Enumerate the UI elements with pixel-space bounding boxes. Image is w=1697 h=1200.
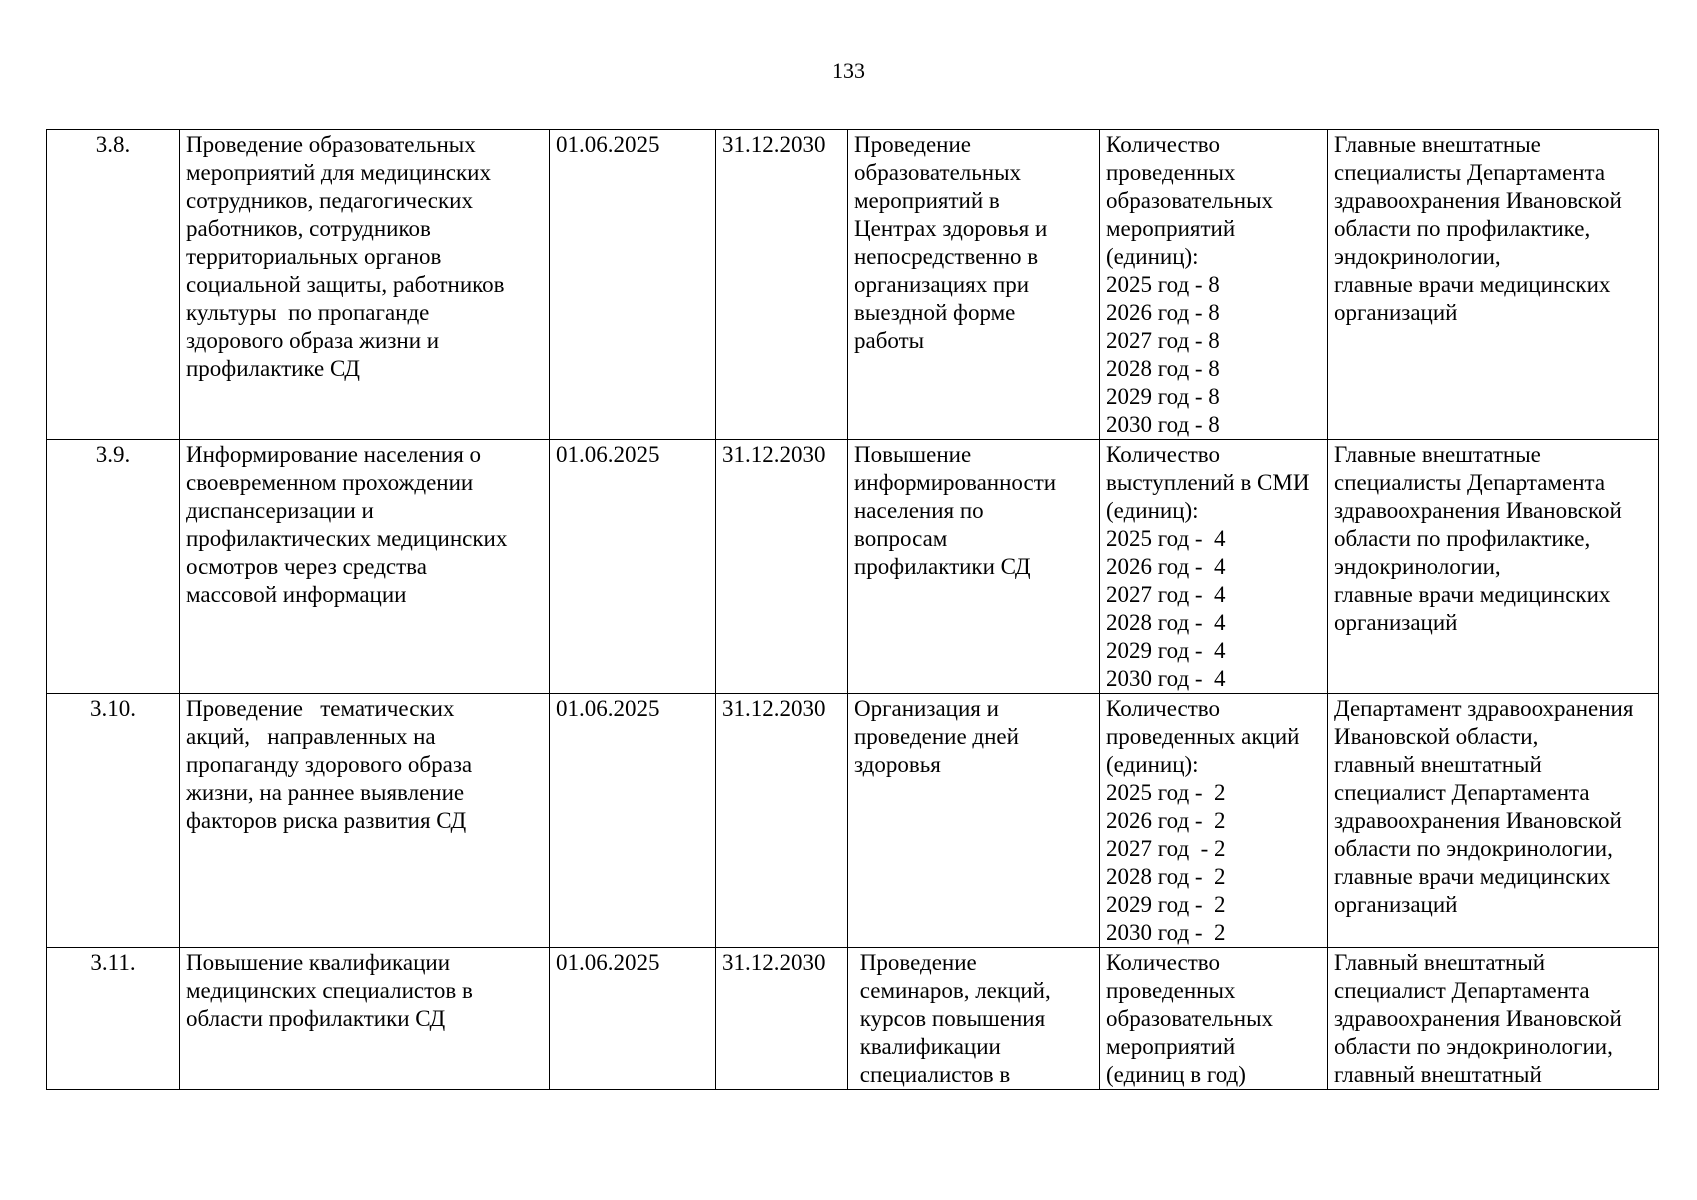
event-cell [180, 440, 550, 694]
cell-text-line: массовой информации [186, 582, 407, 607]
cell-text-line: организациях при [854, 272, 1030, 297]
cell-text-line: (единиц): [1106, 244, 1199, 269]
cell-text-line: профилактических медицинских [186, 526, 508, 551]
cell-text-line: 2027 год - 4 [1106, 582, 1226, 607]
cell-text-line: пропаганду здорового образа [186, 752, 473, 777]
cell-text-line: Департамент здравоохранения [1334, 696, 1634, 721]
expected-result-cell [848, 130, 1100, 440]
cell-text-line: Главный внештатный [1334, 950, 1546, 975]
cell-text-line: непосредственно в [854, 244, 1039, 269]
cell-text-line: населения по [854, 498, 984, 523]
cell-text-line: Повышение квалификации [186, 950, 451, 975]
cell-text-line: Ивановской области, [1334, 724, 1539, 749]
cell-text-line: специалист Департамента [1334, 978, 1590, 1003]
cell-text-line: специалист Департамента [1334, 780, 1590, 805]
cell-text-line: Проведение [854, 132, 971, 157]
responsible-cell [1328, 948, 1659, 1090]
cell-text-line: образовательных [854, 160, 1022, 185]
cell-text-line: социальной защиты, работников [186, 272, 505, 297]
row-number-cell: 3.8. [47, 130, 180, 440]
cell-text-line: квалификации [854, 1034, 1001, 1059]
cell-text-line: области по профилактике, [1334, 216, 1591, 241]
responsible-cell [1328, 130, 1659, 440]
cell-text-line: здорового образа жизни и [186, 328, 440, 353]
cell-text-line: Количество [1106, 696, 1220, 721]
cell-text-line: образовательных [1106, 188, 1274, 213]
cell-text-line: осмотров через средства [186, 554, 427, 579]
cell-text-line: культуры по пропаганде [186, 300, 430, 325]
cell-text-line: 2027 год - 8 [1106, 328, 1220, 353]
cell-text-line: здравоохранения Ивановской [1334, 498, 1622, 523]
cell-text-line: главные врачи медицинских [1334, 582, 1611, 607]
cell-text-line: Главные внештатные [1334, 132, 1541, 157]
cell-text-line: проведение дней [854, 724, 1019, 749]
cell-text-line: главный внештатный [1334, 752, 1542, 777]
cell-text-line: диспансеризации и [186, 498, 374, 523]
cell-text-line: территориальных органов [186, 244, 442, 269]
cell-text-line: Количество [1106, 442, 1220, 467]
cell-text-line: области по эндокринологии, [1334, 836, 1613, 861]
cell-text-line: 2025 год - 8 [1106, 272, 1220, 297]
cell-text-line: образовательных [1106, 1006, 1274, 1031]
cell-text-line: профилактике СД [186, 356, 360, 381]
table-row [47, 948, 1659, 1090]
responsible-cell [1328, 440, 1659, 694]
cell-text-line: Информирование населения о [186, 442, 482, 467]
expected-result-cell [848, 694, 1100, 948]
cell-text-line: семинаров, лекций, [854, 978, 1051, 1003]
activities-table [46, 129, 1659, 1090]
cell-text-line: главные врачи медицинских [1334, 864, 1611, 889]
cell-text-line: здравоохранения Ивановской [1334, 808, 1622, 833]
cell-text-line: эндокринологии, [1334, 554, 1501, 579]
cell-text-line: 2029 год - 4 [1106, 638, 1226, 663]
cell-text-line: 2026 год - 2 [1106, 808, 1226, 833]
table-row [47, 130, 1659, 440]
cell-text-line: 2030 год - 4 [1106, 666, 1226, 691]
cell-text-line: Количество [1106, 950, 1220, 975]
cell-text-line: мероприятий [1106, 1034, 1236, 1059]
cell-text-line: Повышение [854, 442, 972, 467]
expected-result-cell [848, 948, 1100, 1090]
cell-text-line: проведенных [1106, 160, 1236, 185]
cell-text-line: главный внештатный [1334, 1062, 1542, 1087]
cell-text-line: здравоохранения Ивановской [1334, 188, 1622, 213]
cell-text-line: главные врачи медицинских [1334, 272, 1611, 297]
cell-text-line: 2028 год - 4 [1106, 610, 1226, 635]
indicator-cell [1100, 694, 1328, 948]
cell-text-line: Проведение образовательных [186, 132, 476, 157]
cell-text-line: области профилактики СД [186, 1006, 446, 1031]
start-date-cell: 01.06.2025 [550, 694, 716, 948]
end-date-cell: 31.12.2030 [716, 440, 848, 694]
start-date-cell: 01.06.2025 [550, 130, 716, 440]
cell-text-line: Проведение [854, 950, 977, 975]
cell-text-line: 2029 год - 2 [1106, 892, 1226, 917]
cell-text-line: области по профилактике, [1334, 526, 1591, 551]
table-row [47, 440, 1659, 694]
cell-text-line: специалисты Департамента [1334, 470, 1606, 495]
start-date-cell: 01.06.2025 [550, 440, 716, 694]
cell-text-line: Организация и [854, 696, 999, 721]
cell-text-line: 2030 год - 2 [1106, 920, 1226, 945]
cell-text-line: организаций [1334, 300, 1458, 325]
expected-result-cell [848, 440, 1100, 694]
cell-text-line: мероприятий в [854, 188, 1000, 213]
start-date-cell: 01.06.2025 [550, 948, 716, 1090]
cell-text-line: своевременном прохождении [186, 470, 474, 495]
table-row [47, 694, 1659, 948]
cell-text-line: выездной форме [854, 300, 1016, 325]
cell-text-line: 2028 год - 2 [1106, 864, 1226, 889]
event-cell [180, 948, 550, 1090]
cell-text-line: Центрах здоровья и [854, 216, 1048, 241]
row-number-cell: 3.11. [47, 948, 180, 1090]
cell-text-line: факторов риска развития СД [186, 808, 467, 833]
cell-text-line: эндокринологии, [1334, 244, 1501, 269]
cell-text-line: 2030 год - 8 [1106, 412, 1220, 437]
cell-text-line: мероприятий для медицинских [186, 160, 491, 185]
cell-text-line: проведенных акций [1106, 724, 1300, 749]
page-number: 133 [832, 58, 865, 83]
cell-text-line: 2025 год - 2 [1106, 780, 1226, 805]
end-date-cell: 31.12.2030 [716, 694, 848, 948]
cell-text-line: выступлений в СМИ [1106, 470, 1310, 495]
indicator-cell [1100, 948, 1328, 1090]
table-body [47, 130, 1659, 1090]
cell-text-line: здоровья [854, 752, 941, 777]
row-number-cell: 3.9. [47, 440, 180, 694]
end-date-cell: 31.12.2030 [716, 948, 848, 1090]
cell-text-line: здравоохранения Ивановской [1334, 1006, 1622, 1031]
cell-text-line: Главные внештатные [1334, 442, 1541, 467]
cell-text-line: информированности [854, 470, 1057, 495]
cell-text-line: специалистов в [854, 1062, 1011, 1087]
cell-text-line: организаций [1334, 610, 1458, 635]
cell-text-line: проведенных [1106, 978, 1236, 1003]
cell-text-line: 2026 год - 8 [1106, 300, 1220, 325]
cell-text-line: 2028 год - 8 [1106, 356, 1220, 381]
cell-text-line: 2027 год - 2 [1106, 836, 1226, 861]
cell-text-line: организаций [1334, 892, 1458, 917]
cell-text-line: мероприятий [1106, 216, 1236, 241]
responsible-cell [1328, 694, 1659, 948]
cell-text-line: (единиц): [1106, 752, 1199, 777]
cell-text-line: 2026 год - 4 [1106, 554, 1226, 579]
cell-text-line: медицинских специалистов в [186, 978, 473, 1003]
cell-text-line: вопросам [854, 526, 948, 551]
cell-text-line: работы [854, 328, 925, 353]
cell-text-line: (единиц в год) [1106, 1062, 1246, 1087]
cell-text-line: области по эндокринологии, [1334, 1034, 1613, 1059]
cell-text-line: жизни, на раннее выявление [186, 780, 465, 805]
event-cell [180, 694, 550, 948]
cell-text-line: специалисты Департамента [1334, 160, 1606, 185]
cell-text-line: акций, направленных на [186, 724, 436, 749]
end-date-cell: 31.12.2030 [716, 130, 848, 440]
cell-text-line: работников, сотрудников [186, 216, 431, 241]
row-number-cell: 3.10. [47, 694, 180, 948]
indicator-cell [1100, 130, 1328, 440]
cell-text-line: Проведение тематических [186, 696, 455, 721]
cell-text-line: курсов повышения [854, 1006, 1046, 1031]
cell-text-line: сотрудников, педагогических [186, 188, 473, 213]
event-cell [180, 130, 550, 440]
cell-text-line: 2025 год - 4 [1106, 526, 1226, 551]
cell-text-line: профилактики СД [854, 554, 1031, 579]
cell-text-line: (единиц): [1106, 498, 1199, 523]
cell-text-line: Количество [1106, 132, 1220, 157]
cell-text-line: 2029 год - 8 [1106, 384, 1220, 409]
indicator-cell [1100, 440, 1328, 694]
